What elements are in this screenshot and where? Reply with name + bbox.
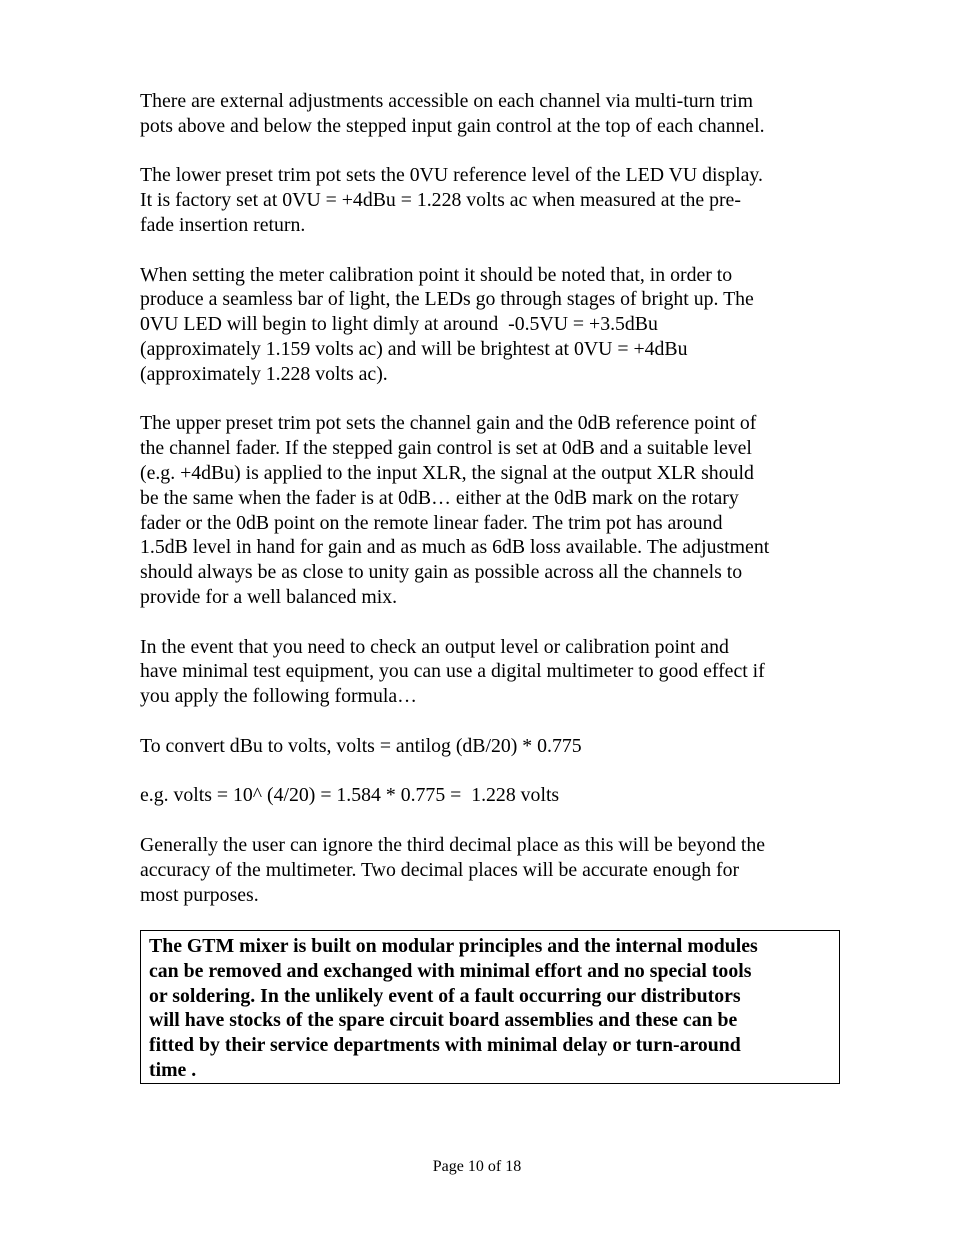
text-line: provide for a well balanced mix. [140,585,398,608]
text-line: To convert dBu to volts, volts = antilog (dB/20) * 0.775 [140,734,582,757]
text-line: have minimal test equipment, you can use a digital multimeter to good effect if [140,660,765,683]
paragraph-spacer [140,759,844,784]
text-line: time . [149,1058,197,1081]
text-line: you apply the following formula… [140,685,417,708]
text-line: 1.5dB level in hand for gain and as much as 6dB loss available. The adjustment [140,536,770,559]
text-line: (approximately 1.159 volts ac) and will be brightest at 0VU = +4dBu [140,337,688,360]
modular-notice-box [140,930,840,1084]
paragraph-meter-calibration [140,263,844,387]
text-line: It is factory set at 0VU = +4dBu = 1.228 volts ac when measured at the pre- [140,189,741,212]
body-text [140,89,844,907]
text-line: Generally the user can ignore the third decimal place as this will be beyond the [140,833,766,856]
text-line: will have stocks of the spare circuit board assemblies and these can be [149,1009,738,1032]
text-line: produce a seamless bar of light, the LEDs go through stages of bright up. The [140,288,754,311]
paragraph-formula [140,734,844,759]
text-line: accuracy of the multimeter. Two decimal places will be accurate enough for [140,858,740,881]
text-line: be the same when the fader is at 0dB… either at the 0dB mark on the rotary [140,486,739,509]
text-line: e.g. volts = 10^ (4/20) = 1.584 * 0.775 = 1.228 volts [140,784,560,807]
paragraph-spacer [140,238,844,263]
paragraph-external-adjustments [140,89,844,139]
text-line: fader or the 0dB point on the remote linear fader. The trim pot has around [140,511,723,534]
paragraph-spacer [140,387,844,412]
text-line: can be removed and exchanged with minimal effort and no special tools [149,959,752,982]
notice-text [149,934,839,1083]
paragraph-spacer [140,139,844,164]
paragraph-formula-example [140,783,844,808]
paragraph-upper-trim-pot [140,411,844,609]
text-line: The upper preset trim pot sets the channel gain and the 0dB reference point of [140,412,757,435]
paragraph-spacer [140,610,844,635]
text-line: When setting the meter calibration point it should be noted that, in order to [140,263,733,286]
paragraph-lower-trim-pot [140,163,844,237]
text-line: There are external adjustments accessible on each channel via multi-turn trim [140,90,753,112]
paragraph-decimal-places [140,833,844,907]
text-line: pots above and below the stepped input gain control at the top of each channel. [140,114,765,137]
text-line: fitted by their service departments with minimal delay or turn-around [149,1034,741,1057]
text-line: (approximately 1.228 volts ac). [140,362,388,385]
text-line: should always be as close to unity gain as possible across all the channels to [140,561,743,584]
text-line: or soldering. In the unlikely event of a fault occurring our distributors [149,984,741,1007]
text-line: In the event that you need to check an output level or calibration point and [140,635,729,658]
text-line: (e.g. +4dBu) is applied to the input XLR, the signal at the output XLR should [140,461,754,484]
text-line: The lower preset trim pot sets the 0VU reference level of the LED VU display. [140,164,763,187]
paragraph-spacer [140,808,844,833]
text-line: The GTM mixer is built on modular principles and the internal modules [149,935,758,957]
text-line: the channel fader. If the stepped gain control is set at 0dB and a suitable level [140,437,752,460]
text-line: 0VU LED will begin to light dimly at around -0.5VU = +3.5dBu [140,313,658,336]
paragraph-spacer [140,709,844,734]
page-number: Page 10 of 18 [432,1158,522,1175]
paragraph-test-equipment [140,635,844,709]
text-line: fade insertion return. [140,213,306,236]
text-line: most purposes. [140,883,259,906]
